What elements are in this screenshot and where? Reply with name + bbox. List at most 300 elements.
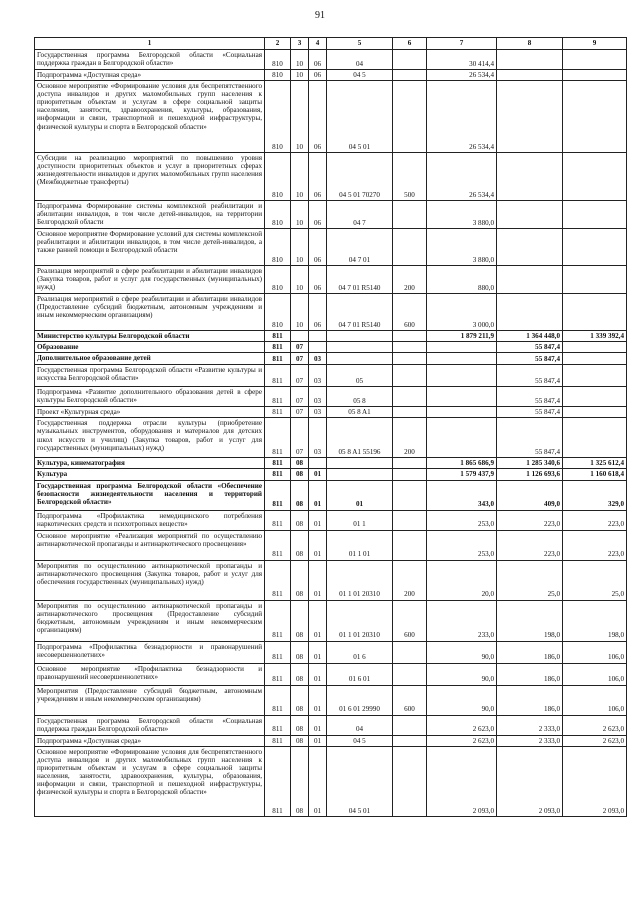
- cell-target-article: 01 1 01: [327, 530, 393, 560]
- column-header: 6: [393, 38, 427, 50]
- cell-expense-type: [393, 469, 427, 480]
- cell-ministry-code: 811: [265, 735, 291, 746]
- table-row: [35, 469, 627, 480]
- cell-target-article: 04 7 01: [327, 229, 393, 266]
- cell-target-article: [327, 458, 393, 469]
- cell-amount-2: 409,0: [497, 480, 563, 510]
- cell-amount-3: [563, 266, 627, 294]
- row-name-text: Подпрограмма «Профилактика немедицинского потребления наркотических средств и психотропных веществ»: [37, 511, 262, 528]
- cell-amount-2: 55 847,4: [497, 407, 563, 418]
- cell-subsection: 06: [309, 50, 327, 70]
- cell-amount-1: 343,0: [427, 480, 497, 510]
- row-name: [35, 746, 265, 816]
- cell-target-article: 01 1: [327, 510, 393, 530]
- cell-target-article: [327, 353, 393, 365]
- cell-amount-1: 3 000,0: [427, 294, 497, 331]
- cell-section: 08: [291, 469, 309, 480]
- cell-section: 08: [291, 715, 309, 735]
- cell-amount-2: 2 333,0: [497, 715, 563, 735]
- table-row: [35, 331, 627, 342]
- table-row: [35, 81, 627, 153]
- header-row: [35, 38, 627, 50]
- cell-amount-1: 90,0: [427, 685, 497, 715]
- cell-target-article: 04 5 01 70270: [327, 153, 393, 201]
- row-name: [35, 387, 265, 407]
- cell-target-article: 04 7: [327, 201, 393, 229]
- cell-amount-3: [563, 407, 627, 418]
- row-name-text: Подпрограмма «Развитие дополнительного образования детей в сфере культуры Белгородской области»: [37, 388, 262, 405]
- row-name: [35, 294, 265, 331]
- cell-expense-type: 600: [393, 685, 427, 715]
- table-row: [35, 153, 627, 201]
- table-row: [35, 266, 627, 294]
- cell-ministry-code: 811: [265, 685, 291, 715]
- cell-subsection: 03: [309, 353, 327, 365]
- cell-target-article: 04 7 01 R5140: [327, 266, 393, 294]
- row-name-text: Основное мероприятие «Реализация мероприятий по осуществлению антинаркотической пропаганды и антинаркотического просвещения»: [37, 531, 262, 548]
- table-row: [35, 641, 627, 663]
- row-name-text: Мероприятия по осуществлению антинаркотической пропаганды и антинаркотического просвещения (Предоставление субсидий бюджетным, автономным учреждениям и иным некоммерческим организациям): [37, 601, 262, 634]
- cell-amount-3: [563, 153, 627, 201]
- cell-ministry-code: 811: [265, 458, 291, 469]
- cell-amount-2: 55 847,4: [497, 365, 563, 387]
- cell-subsection: 03: [309, 387, 327, 407]
- cell-target-article: [327, 342, 393, 353]
- cell-amount-1: 20,0: [427, 560, 497, 600]
- cell-amount-3: 2 623,0: [563, 735, 627, 746]
- cell-amount-2: 186,0: [497, 685, 563, 715]
- cell-expense-type: [393, 342, 427, 353]
- cell-subsection: 01: [309, 735, 327, 746]
- row-name-text: Мероприятия (Предоставление субсидий бюджетным, автономным учреждениям и иным некоммерческим организациям): [37, 686, 262, 703]
- row-name: [35, 663, 265, 685]
- cell-ministry-code: 811: [265, 641, 291, 663]
- cell-amount-2: 55 847,4: [497, 418, 563, 458]
- cell-amount-3: 223,0: [563, 530, 627, 560]
- cell-target-article: [327, 331, 393, 342]
- cell-amount-3: [563, 365, 627, 387]
- cell-section: 10: [291, 70, 309, 81]
- cell-section: 07: [291, 342, 309, 353]
- row-name: [35, 715, 265, 735]
- cell-amount-1: 2 623,0: [427, 735, 497, 746]
- row-name-text: Основное мероприятие «Формирование условия для беспрепятственного доступа инвалидов и других маломобильных групп населения к приоритетным объектам и услугам в сфере социальной защиты населения, занятости, здравоохранения, культуры, образования, информации и связи, транспортной и пешеходной инфраструктуры, физической культуры и спорта в Белгородской области»: [37, 82, 262, 131]
- cell-amount-2: [497, 50, 563, 70]
- table-row: [35, 50, 627, 70]
- cell-target-article: 05: [327, 365, 393, 387]
- cell-expense-type: [393, 387, 427, 407]
- row-name: [35, 201, 265, 229]
- cell-section: 10: [291, 153, 309, 201]
- cell-expense-type: [393, 458, 427, 469]
- table-row: [35, 229, 627, 266]
- cell-subsection: 01: [309, 685, 327, 715]
- column-header: 5: [327, 38, 393, 50]
- row-name: [35, 331, 265, 342]
- cell-target-article: 01 1 01 20310: [327, 600, 393, 641]
- cell-subsection: 06: [309, 153, 327, 201]
- cell-ministry-code: 810: [265, 70, 291, 81]
- row-name: [35, 418, 265, 458]
- cell-amount-3: 1 339 392,4: [563, 331, 627, 342]
- column-header: 2: [265, 38, 291, 50]
- cell-amount-3: 2 623,0: [563, 715, 627, 735]
- cell-amount-1: 2 093,0: [427, 746, 497, 816]
- cell-ministry-code: 810: [265, 229, 291, 266]
- cell-amount-3: [563, 353, 627, 365]
- cell-section: 08: [291, 685, 309, 715]
- row-name-text: Государственная программа Белгородской области «Обеспечение безопасности жизнедеятельности населения и территорий Белгородской области»: [37, 481, 262, 506]
- cell-target-article: 05 8 A1: [327, 407, 393, 418]
- cell-expense-type: 600: [393, 294, 427, 331]
- cell-subsection: 01: [309, 480, 327, 510]
- cell-amount-1: 26 534,4: [427, 153, 497, 201]
- row-name: [35, 50, 265, 70]
- row-name-text: Государственная программа Белгородской области «Социальная поддержка граждан в Белгородской области»: [37, 51, 262, 68]
- table-row: [35, 201, 627, 229]
- row-name: [35, 266, 265, 294]
- cell-amount-3: [563, 70, 627, 81]
- row-name: [35, 600, 265, 641]
- cell-amount-2: 55 847,4: [497, 342, 563, 353]
- cell-amount-3: [563, 294, 627, 331]
- cell-amount-3: 106,0: [563, 641, 627, 663]
- cell-amount-3: 2 093,0: [563, 746, 627, 816]
- table-row: [35, 294, 627, 331]
- cell-target-article: 04 5: [327, 70, 393, 81]
- cell-subsection: 06: [309, 70, 327, 81]
- page-number: 91: [315, 10, 325, 21]
- cell-amount-1: 1 879 211,9: [427, 331, 497, 342]
- cell-section: 07: [291, 365, 309, 387]
- cell-amount-3: [563, 81, 627, 153]
- cell-expense-type: [393, 530, 427, 560]
- cell-amount-2: [497, 201, 563, 229]
- cell-amount-1: 90,0: [427, 641, 497, 663]
- row-name: [35, 510, 265, 530]
- cell-expense-type: 200: [393, 266, 427, 294]
- cell-expense-type: [393, 50, 427, 70]
- cell-section: 08: [291, 600, 309, 641]
- cell-section: 08: [291, 735, 309, 746]
- cell-ministry-code: 811: [265, 387, 291, 407]
- row-name-text: Образование: [37, 343, 79, 352]
- cell-amount-3: [563, 201, 627, 229]
- cell-ministry-code: 810: [265, 153, 291, 201]
- table-row: [35, 600, 627, 641]
- cell-subsection: 01: [309, 600, 327, 641]
- row-name: [35, 469, 265, 480]
- cell-section: 10: [291, 50, 309, 70]
- cell-target-article: 01 6 01: [327, 663, 393, 685]
- cell-amount-3: 198,0: [563, 600, 627, 641]
- cell-amount-1: 2 623,0: [427, 715, 497, 735]
- row-name-text: Реализация мероприятий в сфере реабилитации и абилитации инвалидов (Предоставление субсидий бюджетным, автономным учреждениям и иным некоммерческим организациям): [37, 295, 262, 320]
- cell-ministry-code: 810: [265, 50, 291, 70]
- cell-ministry-code: 811: [265, 342, 291, 353]
- budget-table: [34, 37, 627, 817]
- cell-ministry-code: 811: [265, 715, 291, 735]
- table-row: [35, 530, 627, 560]
- cell-section: 08: [291, 480, 309, 510]
- cell-amount-2: 2 333,0: [497, 735, 563, 746]
- cell-section: 07: [291, 353, 309, 365]
- cell-section: [291, 331, 309, 342]
- table-row: [35, 560, 627, 600]
- cell-amount-3: 223,0: [563, 510, 627, 530]
- row-name-text: Основное мероприятие «Формирование условия для беспрепятственного доступа инвалидов и других маломобильных групп населения к приоритетным объектам и услугам в сфере социальной защиты населения, занятости, здравоохранения, культуры, образования, информации и связи, транспортной и пешеходной инфраструктуры, физической культуры и спорта в Белгородской области»: [37, 747, 262, 797]
- row-name-text: Государственная программа Белгородской области «Развитие культуры и искусства Белгородской области»: [37, 366, 262, 383]
- cell-section: 08: [291, 530, 309, 560]
- cell-target-article: 05 8: [327, 387, 393, 407]
- cell-amount-3: 329,0: [563, 480, 627, 510]
- cell-amount-2: [497, 81, 563, 153]
- row-name: [35, 685, 265, 715]
- row-name-text: Мероприятия по осуществлению антинаркотической пропаганды и антинаркотического просвещения (Закупка товаров, работ и услуг для обеспечения государственных (муниципальных) нужд): [37, 561, 262, 586]
- cell-expense-type: [393, 735, 427, 746]
- cell-ministry-code: 811: [265, 600, 291, 641]
- cell-ministry-code: 811: [265, 331, 291, 342]
- table-row: [35, 353, 627, 365]
- cell-target-article: 01: [327, 480, 393, 510]
- cell-amount-1: [427, 353, 497, 365]
- row-name-text: Основное мероприятие Формирование условий для системы комплексной реабилитации и абилитации инвалидов, в том числе детей-инвалидов, а также ранней помощи в Белгородской области: [37, 230, 262, 255]
- cell-expense-type: [393, 331, 427, 342]
- cell-ministry-code: 811: [265, 353, 291, 365]
- cell-ministry-code: 810: [265, 294, 291, 331]
- cell-section: 07: [291, 407, 309, 418]
- table-row: [35, 480, 627, 510]
- cell-expense-type: [393, 407, 427, 418]
- cell-amount-1: 3 880,0: [427, 201, 497, 229]
- cell-ministry-code: 811: [265, 365, 291, 387]
- cell-subsection: 03: [309, 407, 327, 418]
- cell-amount-2: 1 126 693,6: [497, 469, 563, 480]
- cell-amount-2: [497, 70, 563, 81]
- cell-ministry-code: 811: [265, 480, 291, 510]
- cell-amount-2: 186,0: [497, 663, 563, 685]
- cell-target-article: 04: [327, 50, 393, 70]
- column-header: 8: [497, 38, 563, 50]
- cell-target-article: 04 7 01 R5140: [327, 294, 393, 331]
- cell-section: 08: [291, 641, 309, 663]
- cell-amount-1: 30 414,4: [427, 50, 497, 70]
- cell-expense-type: 200: [393, 560, 427, 600]
- cell-section: 07: [291, 418, 309, 458]
- cell-section: 08: [291, 458, 309, 469]
- table-row: [35, 387, 627, 407]
- row-name-text: Министерство культуры Белгородской области: [37, 332, 190, 341]
- table-row: [35, 663, 627, 685]
- row-name: [35, 735, 265, 746]
- cell-expense-type: [393, 365, 427, 387]
- cell-amount-1: [427, 365, 497, 387]
- cell-expense-type: [393, 715, 427, 735]
- cell-ministry-code: 811: [265, 418, 291, 458]
- cell-subsection: 01: [309, 510, 327, 530]
- cell-amount-3: [563, 387, 627, 407]
- cell-section: 08: [291, 560, 309, 600]
- row-name: [35, 365, 265, 387]
- cell-amount-3: [563, 229, 627, 266]
- cell-amount-1: 3 880,0: [427, 229, 497, 266]
- row-name-text: Субсидии на реализацию мероприятий по повышению уровня доступности приоритетных объектов и услуг в приоритетных сферах жизнедеятельности инвалидов и других маломобильных групп населения (Межбюджетные трансферты): [37, 154, 262, 187]
- row-name-text: Подпрограмма Формирование системы комплексной реабилитации и абилитации инвалидов, в том числе детей-инвалидов, на территории Белгородской области: [37, 202, 262, 227]
- cell-section: 08: [291, 746, 309, 816]
- cell-target-article: 05 8 A1 55196: [327, 418, 393, 458]
- table-row: [35, 70, 627, 81]
- cell-amount-2: [497, 266, 563, 294]
- row-name-text: Государственная поддержка отрасли культуры (приобретение музыкальных инструментов, оборудования и материалов для детских школ искусств и училищ) (Закупка товаров, работ и услуг для государственных (муниципальных) нужд): [37, 419, 262, 452]
- cell-amount-2: 223,0: [497, 510, 563, 530]
- cell-amount-2: 198,0: [497, 600, 563, 641]
- table-row: [35, 510, 627, 530]
- row-name-text: Культура, кинематография: [37, 459, 125, 468]
- cell-ministry-code: 811: [265, 560, 291, 600]
- cell-subsection: 01: [309, 715, 327, 735]
- cell-section: 10: [291, 81, 309, 153]
- cell-subsection: 01: [309, 530, 327, 560]
- cell-expense-type: 600: [393, 600, 427, 641]
- cell-subsection: 01: [309, 641, 327, 663]
- row-name-text: Основное мероприятие «Профилактика безнадзорности и правонарушений несовершеннолетних»: [37, 664, 262, 681]
- cell-amount-2: [497, 153, 563, 201]
- row-name-text: Подпрограмма «Доступная среда»: [37, 71, 142, 79]
- cell-ministry-code: 810: [265, 81, 291, 153]
- cell-amount-1: [427, 387, 497, 407]
- table-row: [35, 342, 627, 353]
- cell-amount-2: 186,0: [497, 641, 563, 663]
- column-header: 3: [291, 38, 309, 50]
- cell-amount-1: 1 865 686,9: [427, 458, 497, 469]
- cell-subsection: 01: [309, 560, 327, 600]
- cell-ministry-code: 811: [265, 663, 291, 685]
- table-row: [35, 685, 627, 715]
- cell-amount-1: 253,0: [427, 510, 497, 530]
- cell-subsection: 01: [309, 663, 327, 685]
- row-name: [35, 560, 265, 600]
- cell-expense-type: [393, 663, 427, 685]
- cell-section: 08: [291, 663, 309, 685]
- cell-amount-2: [497, 229, 563, 266]
- row-name: [35, 81, 265, 153]
- cell-amount-1: 1 579 437,9: [427, 469, 497, 480]
- cell-expense-type: 500: [393, 153, 427, 201]
- row-name-text: Подпрограмма «Доступная среда»: [37, 736, 142, 745]
- cell-amount-1: [427, 418, 497, 458]
- column-header: 7: [427, 38, 497, 50]
- cell-expense-type: [393, 81, 427, 153]
- cell-amount-1: 26 534,4: [427, 81, 497, 153]
- cell-expense-type: [393, 746, 427, 816]
- cell-amount-1: 233,0: [427, 600, 497, 641]
- cell-ministry-code: 811: [265, 510, 291, 530]
- row-name: [35, 407, 265, 418]
- cell-expense-type: [393, 201, 427, 229]
- cell-expense-type: [393, 229, 427, 266]
- cell-expense-type: [393, 353, 427, 365]
- cell-target-article: [327, 469, 393, 480]
- cell-subsection: 03: [309, 418, 327, 458]
- cell-amount-3: 25,0: [563, 560, 627, 600]
- cell-section: 07: [291, 387, 309, 407]
- cell-target-article: 04: [327, 715, 393, 735]
- cell-section: 10: [291, 229, 309, 266]
- table-row: [35, 458, 627, 469]
- row-name: [35, 530, 265, 560]
- cell-ministry-code: 810: [265, 266, 291, 294]
- cell-section: 10: [291, 266, 309, 294]
- cell-subsection: 01: [309, 469, 327, 480]
- column-header: 4: [309, 38, 327, 50]
- table-row: [35, 735, 627, 746]
- cell-amount-1: [427, 342, 497, 353]
- cell-expense-type: [393, 510, 427, 530]
- cell-expense-type: [393, 480, 427, 510]
- cell-subsection: [309, 331, 327, 342]
- cell-section: 10: [291, 294, 309, 331]
- cell-subsection: 06: [309, 294, 327, 331]
- cell-ministry-code: 811: [265, 530, 291, 560]
- column-header: 9: [563, 38, 627, 50]
- cell-amount-3: [563, 50, 627, 70]
- row-name: [35, 229, 265, 266]
- cell-subsection: 06: [309, 266, 327, 294]
- cell-target-article: 01 6 01 29990: [327, 685, 393, 715]
- row-name: [35, 153, 265, 201]
- cell-subsection: 06: [309, 201, 327, 229]
- row-name: [35, 353, 265, 365]
- cell-amount-1: 90,0: [427, 663, 497, 685]
- cell-section: 10: [291, 201, 309, 229]
- cell-amount-2: 25,0: [497, 560, 563, 600]
- column-header: 1: [35, 38, 265, 50]
- cell-amount-3: 106,0: [563, 663, 627, 685]
- cell-subsection: 01: [309, 746, 327, 816]
- cell-ministry-code: 811: [265, 746, 291, 816]
- table-row: [35, 715, 627, 735]
- cell-expense-type: [393, 641, 427, 663]
- cell-amount-3: 106,0: [563, 685, 627, 715]
- row-name-text: Реализация мероприятий в сфере реабилитации и абилитации инвалидов (Закупка товаров, работ и услуг для государственных (муниципальных) нужд): [37, 267, 262, 292]
- row-name: [35, 480, 265, 510]
- cell-amount-1: 26 534,4: [427, 70, 497, 81]
- cell-amount-1: 880,0: [427, 266, 497, 294]
- row-name-text: Проект «Культурная среда»: [37, 408, 121, 417]
- cell-ministry-code: 811: [265, 469, 291, 480]
- cell-amount-2: 2 093,0: [497, 746, 563, 816]
- table-row: [35, 407, 627, 418]
- row-name-text: Культура: [37, 470, 68, 479]
- cell-amount-2: [497, 294, 563, 331]
- cell-amount-2: 55 847,4: [497, 353, 563, 365]
- cell-ministry-code: 811: [265, 407, 291, 418]
- cell-amount-2: 55 847,4: [497, 387, 563, 407]
- row-name: [35, 641, 265, 663]
- cell-amount-2: 223,0: [497, 530, 563, 560]
- cell-amount-2: 1 285 340,6: [497, 458, 563, 469]
- row-name: [35, 70, 265, 81]
- cell-subsection: 06: [309, 81, 327, 153]
- cell-section: 08: [291, 510, 309, 530]
- cell-amount-3: 1 160 618,4: [563, 469, 627, 480]
- cell-target-article: 01 1 01 20310: [327, 560, 393, 600]
- cell-subsection: [309, 342, 327, 353]
- cell-expense-type: 200: [393, 418, 427, 458]
- row-name-text: Подпрограмма «Профилактика безнадзорности и правонарушений несовершеннолетних»: [37, 642, 262, 659]
- table-row: [35, 365, 627, 387]
- cell-target-article: 04 5 01: [327, 81, 393, 153]
